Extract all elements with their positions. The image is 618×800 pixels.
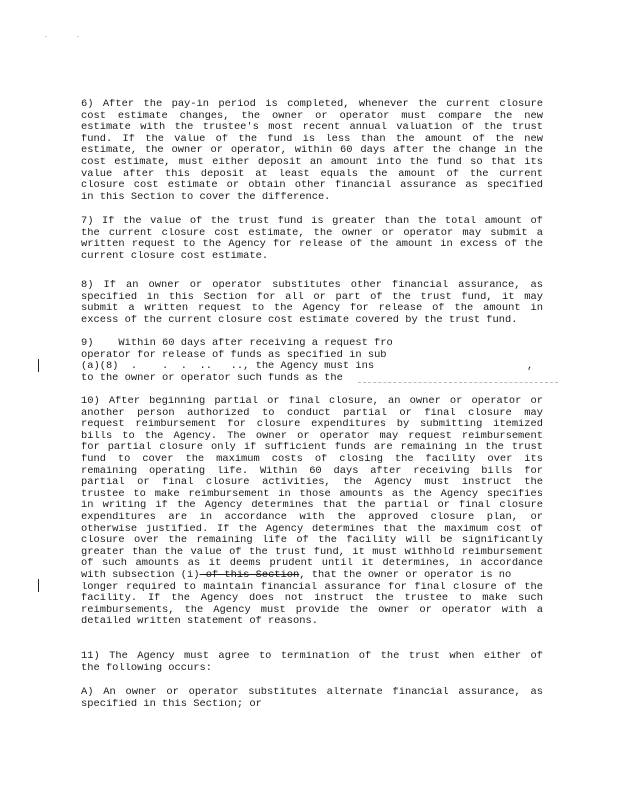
illegible-text: [358, 376, 558, 383]
text-line: estimate with the trustee's most recent annual valuation of the trust: [81, 122, 543, 134]
revision-bar: [38, 579, 39, 592]
text-fragment: , that the owner or operator is no: [299, 569, 512, 581]
text-line: 8) If an owner or operator substitutes other financial assurance, as: [81, 280, 543, 291]
corner-mark: .: [44, 32, 48, 39]
revision-bar: [38, 359, 39, 372]
text-line: greater than the value of the trust fund, it must withhold reimbursement: [81, 546, 543, 558]
text-line: 6) After the pay-in period is completed, whenever the current closure: [81, 99, 543, 110]
text-line: of such amounts as it deems prudent until it determines, in accordance: [81, 558, 543, 570]
text-line: for partial closure only if sufficient funds are remaining in the trust: [81, 442, 543, 454]
text-line: 11) The Agency must agree to termination of the trust when either of: [81, 651, 543, 662]
corner-mark: .: [76, 32, 80, 39]
text-line: 10) After beginning partial or final closure, an owner or operator or: [81, 396, 543, 407]
text-line: submit a written request to the Agency for release of the amount in: [81, 303, 543, 315]
text-line: closure over the remaining life of the facility will be significantly: [81, 535, 543, 547]
deleted-text: of this Section: [199, 569, 300, 581]
text-line: to the owner or operator such funds as the: [81, 372, 343, 384]
paragraph-7: [81, 216, 543, 262]
paragraph-6: [81, 99, 543, 203]
text-line: fund. If the value of the fund is less than the amount of the new: [81, 133, 543, 145]
text-line: (a)(8) . . . .. .., the Agency must ins: [81, 361, 375, 373]
text-line: partial or final closure activities, the Agency must instruct the: [81, 477, 543, 489]
text-line: bills to the Agency. The owner or operator may request reimbursement: [81, 430, 543, 442]
text-line: another person authorized to conduct partial or final closure may: [81, 407, 543, 419]
text-line: excess of the current closure cost estimate covered by the trust fund.: [81, 314, 518, 326]
text-line: in writing if the Agency determines that the partial or final closure: [81, 500, 543, 512]
text-line: expenditures are in accordance with the approved closure plan, or: [81, 511, 543, 523]
text-line: the current closure cost estimate, the owner or operator may submit a: [81, 227, 543, 239]
text-line: closure cost estimate or obtain other financial assurance as specified: [81, 180, 543, 192]
text-line: in this Section to cover the difference.: [81, 191, 331, 203]
paragraph-a: [81, 687, 543, 710]
text-line: specified in this Section for all or part of the trust fund, it may: [81, 291, 543, 303]
text-line: 9) Within 60 days after receiving a request fro: [81, 338, 393, 349]
text-line: written request to the Agency for release of the amount in excess of the: [81, 239, 543, 251]
text-line: 7) If the value of the trust fund is greater than the total amount of: [81, 216, 543, 227]
paragraph-11: [81, 651, 543, 674]
text-line: trustee to make reimbursement in those amounts as the Agency specifies: [81, 488, 543, 500]
text-fragment: ,: [527, 360, 534, 372]
text-line: reimbursements, the Agency must provide the owner or operator with a: [81, 604, 543, 616]
text-line: value after this deposit at least equals the amount of the current: [81, 168, 543, 180]
text-line: specified in this Section; or: [81, 698, 262, 710]
struck-text-line: [81, 570, 543, 582]
text-line: A) An owner or operator substitutes alternate financial assurance, as: [81, 687, 543, 698]
text-line: longer required to maintain financial assurance for final closure of the: [81, 581, 543, 593]
text-line: current closure cost estimate.: [81, 250, 269, 262]
text-fragment: with subsection (i): [81, 569, 200, 581]
text-line: cost estimate changes, the owner or operator must compare the new: [81, 110, 543, 122]
text-line: the following occurs:: [81, 662, 212, 674]
text-line: operator for release of funds as specified in sub: [81, 349, 387, 361]
paragraph-8: [81, 280, 543, 326]
text-line: otherwise justified. If the Agency determines that the maximum cost of: [81, 523, 543, 535]
text-line: remaining operating life. Within 60 days after receiving bills for: [81, 465, 543, 477]
text-line: facility. If the Agency does not instruct the trustee to make such: [81, 593, 543, 605]
paragraph-10: [81, 396, 543, 628]
text-line: fund to cover the maximum costs of closing the facility over its: [81, 453, 543, 465]
text-line: request reimbursement for closure expenditures by submitting itemized: [81, 419, 543, 431]
text-line: estimate, the owner or operator, within 60 days after the change in the: [81, 145, 543, 157]
text-line: detailed written statement of reasons.: [81, 616, 318, 628]
text-line: cost estimate, must either deposit an amount into the fund so that its: [81, 156, 543, 168]
